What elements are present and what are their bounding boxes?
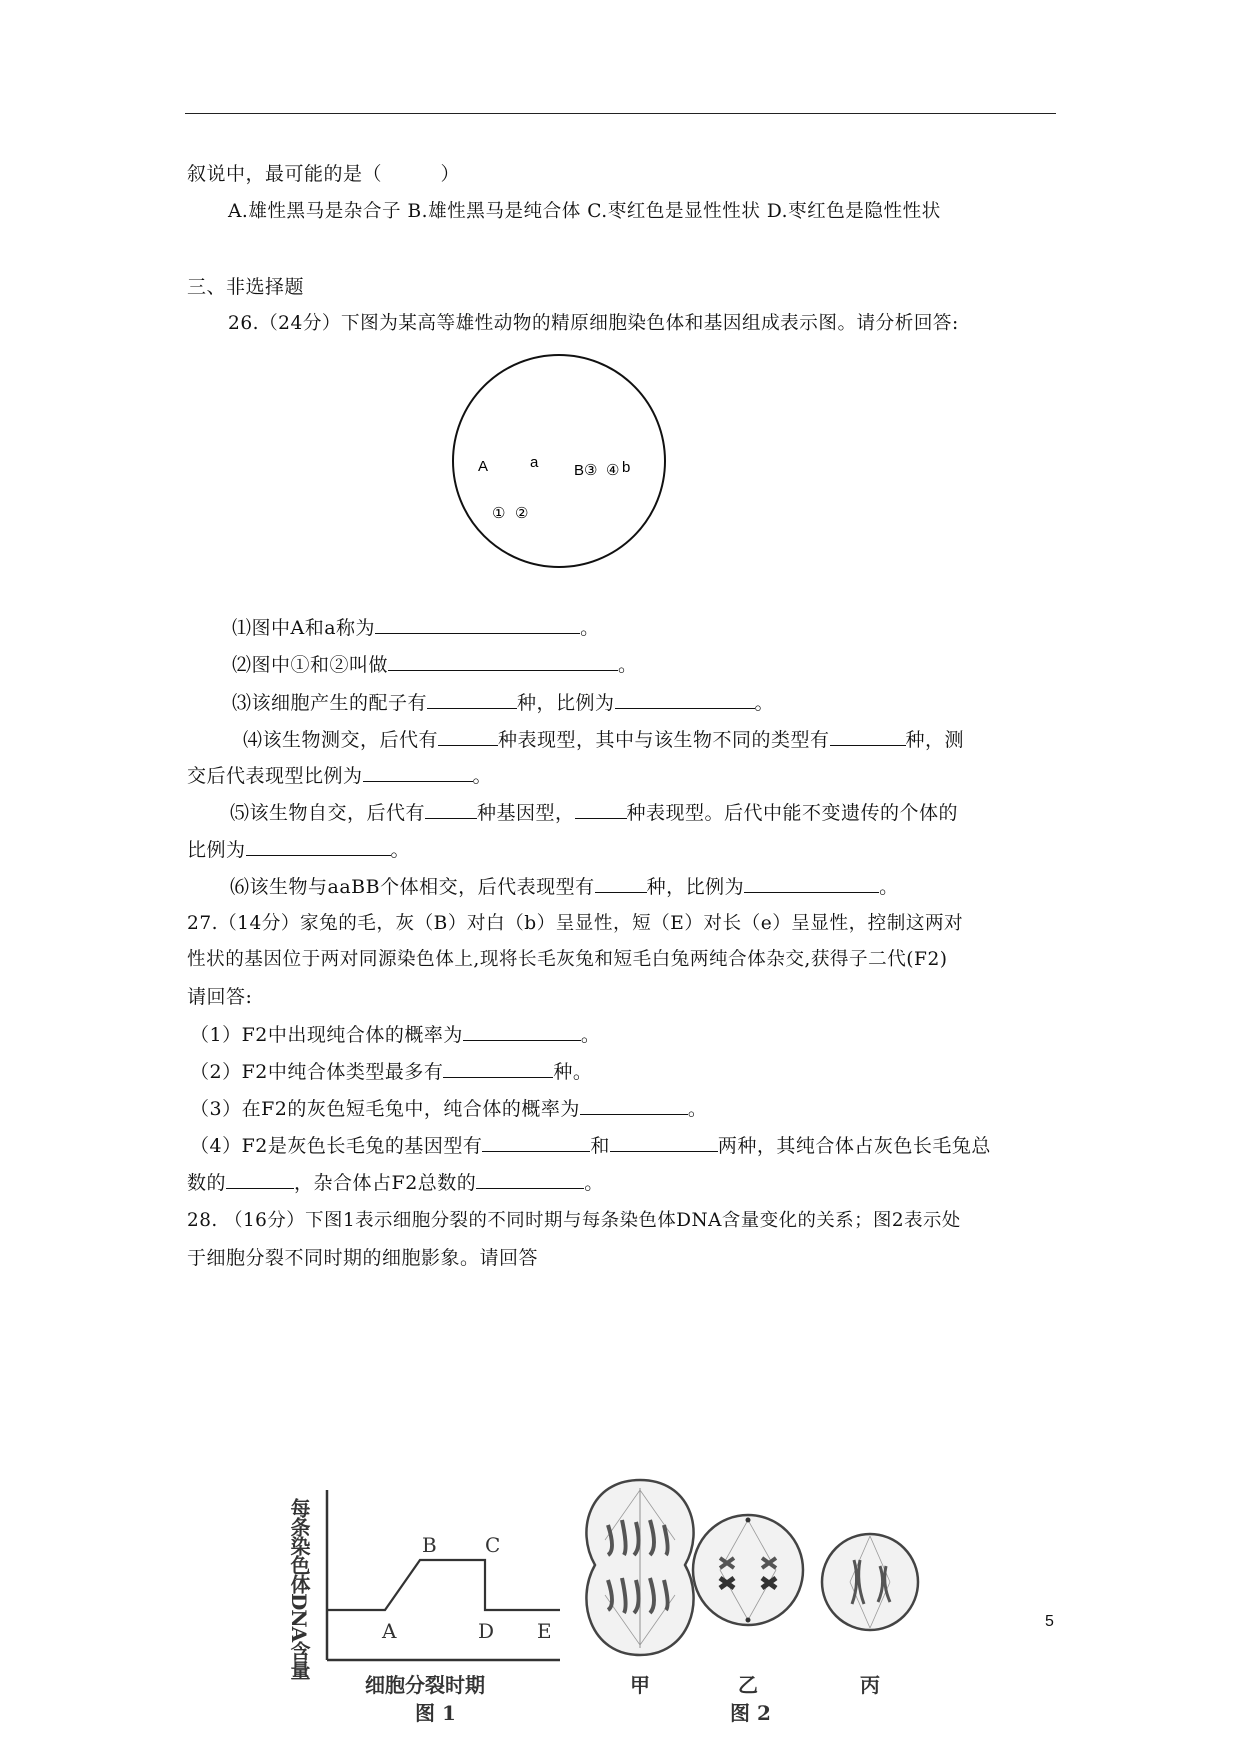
header-rule: [185, 113, 1056, 114]
q26-part6: ⑹该生物与aaBB个体相交，后代表现型有 种，比例为 。: [230, 876, 899, 898]
fig1-curve: [327, 1560, 560, 1610]
answer-blank[interactable]: [610, 1133, 718, 1152]
gene-a-label: a: [530, 454, 539, 471]
q25-stem: 叙说中，最可能的是（ ）: [187, 163, 461, 185]
cell-bing-label: 丙: [860, 1673, 880, 1697]
answer-blank[interactable]: [427, 690, 517, 709]
fig1-ylabel: 每条染色体DNA含量: [287, 1498, 311, 1680]
gene-A-label: A: [478, 458, 489, 475]
fig1-caption: 图 1: [415, 1701, 456, 1725]
chromosome-4-label: ④: [606, 462, 620, 479]
q27-part4-line1: （4）F2是灰色长毛兔的基因型有 和 两种，其纯合体占灰色长毛兔总: [190, 1135, 991, 1157]
fig1-point-A: A: [382, 1619, 397, 1643]
q27-stem-line2: 性状的基因位于两对同源染色体上,现将长毛灰兔和短毛白兔两纯合体杂交,获得子二代(F2): [187, 949, 948, 970]
q28-stem-line1: 28. （16分）下图1表示细胞分裂的不同时期与每条染色体DNA含量变化的关系；图2表示处: [187, 1210, 961, 1231]
figure-1-dna-curve: [285, 1480, 575, 1730]
q26-part4-line1: ⑷该生物测交，后代有 种表现型，其中与该生物不同的类型有 种，测: [243, 729, 965, 751]
q26-part5-line1: ⑸该生物自交，后代有 种基因型， 种表现型。后代中能不变遗传的个体的: [230, 802, 959, 824]
q27-stem-line3: 请回答:: [187, 986, 253, 1008]
q27-part1: （1）F2中出现纯合体的概率为 。: [190, 1024, 601, 1046]
gene-B-label: B: [574, 462, 585, 479]
cell-jia-label: 甲: [630, 1673, 650, 1697]
page-number: 5: [1045, 1613, 1054, 1630]
q27-part3: （3）在F2的灰色短毛兔中，纯合体的概率为 。: [190, 1098, 708, 1120]
q28-stem-line2: 于细胞分裂不同时期的细胞影象。请回答: [187, 1247, 539, 1269]
answer-blank[interactable]: [425, 800, 477, 819]
cell-yi-label: 乙: [738, 1673, 758, 1697]
fig2-caption: 图 2: [730, 1701, 771, 1725]
gene-b-label: b: [622, 459, 631, 476]
answer-blank[interactable]: [744, 874, 879, 893]
spermatogonium-diagram: [448, 350, 670, 572]
q27-stem-line1: 27.（14分）家兔的毛，灰（B）对白（b）呈显性，短（E）对长（e）呈显性，控制这两对: [187, 913, 964, 934]
q26-part5-line2: 比例为 。: [187, 839, 411, 861]
q27-part4-line2: 数的 ，杂合体占F2总数的 。: [187, 1172, 604, 1194]
answer-blank[interactable]: [375, 615, 580, 634]
answer-blank[interactable]: [595, 874, 647, 893]
answer-blank[interactable]: [226, 1170, 294, 1189]
answer-blank[interactable]: [388, 652, 618, 671]
answer-blank[interactable]: [246, 837, 391, 856]
q27-part2: （2）F2中纯合体类型最多有 种。: [190, 1061, 593, 1083]
answer-blank[interactable]: [830, 727, 906, 746]
section-heading: 三、非选择题: [187, 276, 305, 298]
fig1-point-D: D: [478, 1619, 495, 1643]
answer-blank[interactable]: [615, 690, 755, 709]
chromosome-2-label: ②: [515, 505, 529, 522]
fig1-point-B: B: [422, 1533, 437, 1557]
figure-2-cell-images: [570, 1470, 940, 1730]
fig1-xlabel: 细胞分裂时期: [365, 1673, 485, 1697]
q26-part4-line2: 交后代表现型比例为 。: [187, 765, 493, 787]
chromosome-1-label: ①: [492, 505, 506, 522]
q26-part1: ⑴图中A和a称为 。: [232, 617, 600, 639]
cell-jia: [586, 1480, 693, 1655]
q25-options: A.雄性黑马是杂合子 B.雄性黑马是纯合体 C.枣红色是显性性状 D.枣红色是隐性性状: [228, 201, 941, 222]
cell-yi: [693, 1515, 803, 1625]
fig1-point-C: C: [485, 1533, 501, 1557]
answer-blank[interactable]: [463, 1022, 581, 1041]
answer-blank[interactable]: [438, 727, 498, 746]
answer-blank[interactable]: [476, 1170, 584, 1189]
answer-blank[interactable]: [575, 800, 627, 819]
chromosome-3-label: ③: [584, 462, 598, 479]
q26-stem: 26.（24分）下图为某高等雄性动物的精原细胞染色体和基因组成表示图。请分析回答:: [228, 313, 959, 334]
answer-blank[interactable]: [443, 1059, 553, 1078]
q26-part2: ⑵图中①和②叫做 。: [232, 654, 638, 676]
cell-bing: [822, 1534, 918, 1630]
answer-blank[interactable]: [580, 1096, 688, 1115]
answer-blank[interactable]: [482, 1133, 590, 1152]
answer-blank[interactable]: [363, 763, 473, 782]
fig1-point-E: E: [537, 1619, 552, 1643]
q26-part3: ⑶该细胞产生的配子有 种，比例为 。: [232, 692, 775, 714]
